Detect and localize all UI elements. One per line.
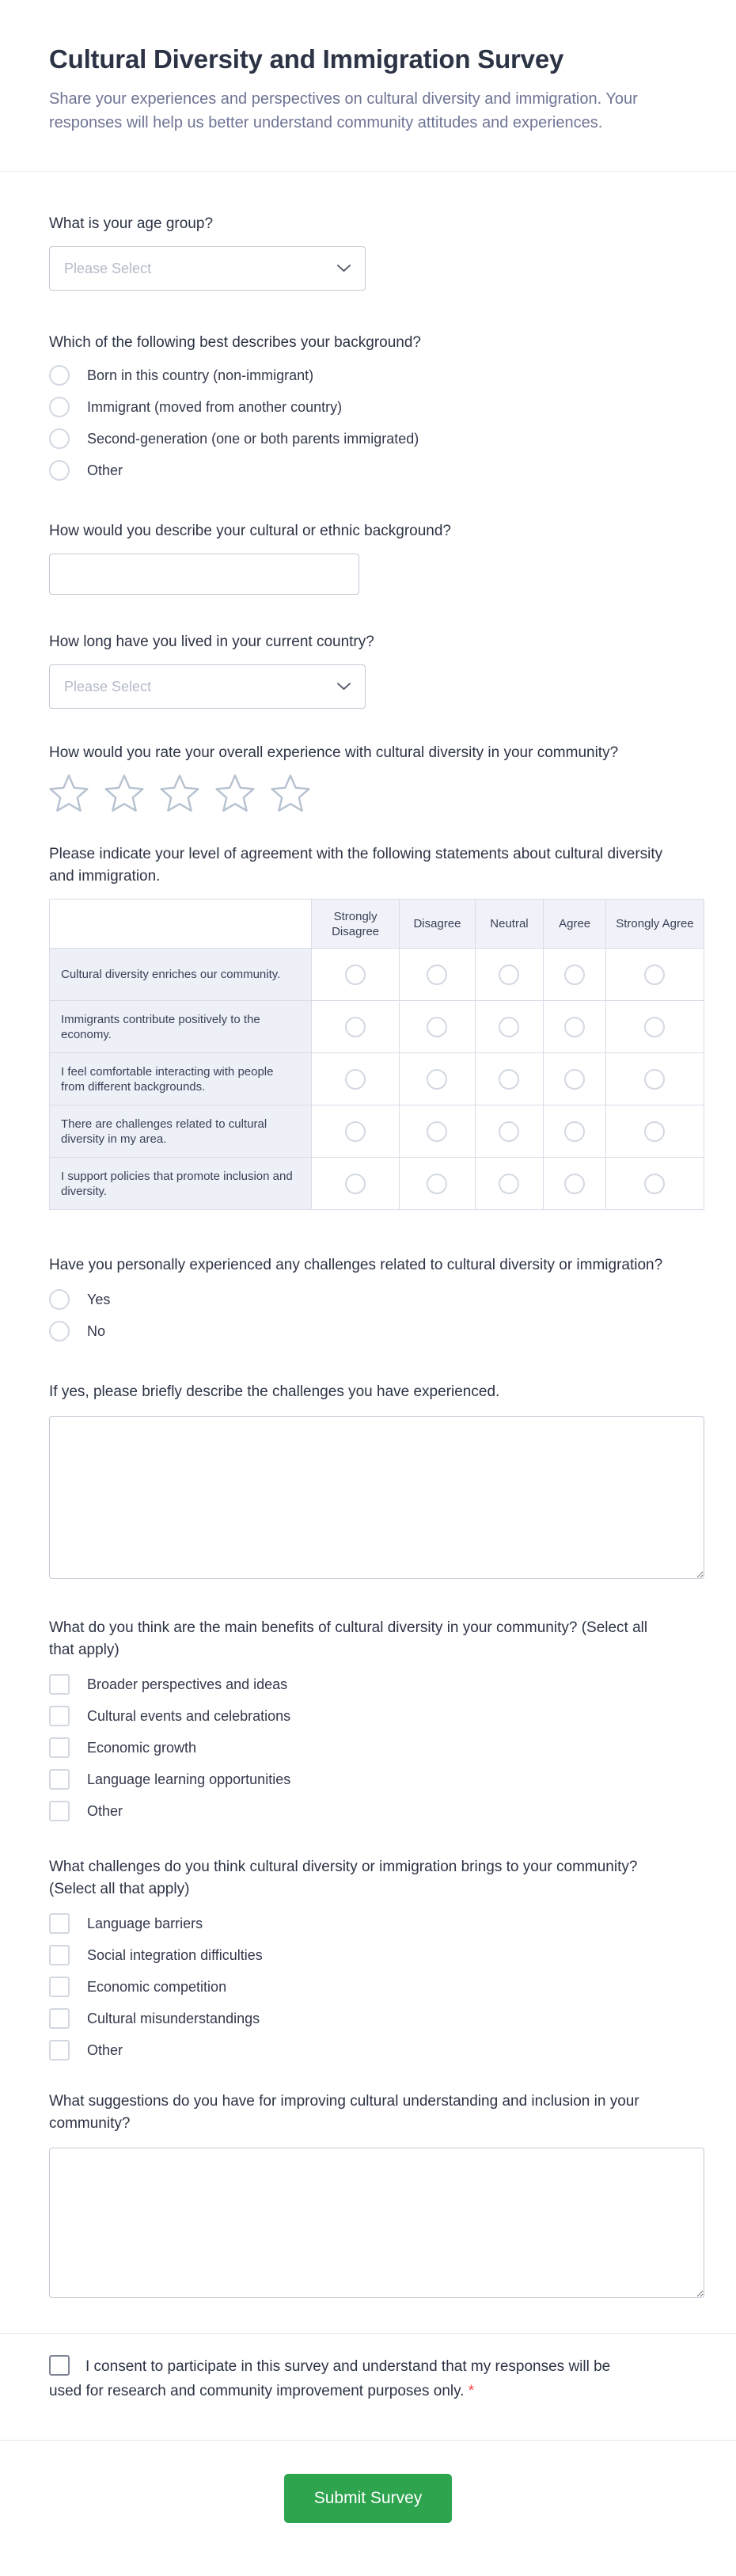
question-suggestions [49,2091,704,2298]
matrix-radio-button[interactable] [499,1017,519,1037]
matrix-radio-button[interactable] [345,1121,366,1142]
checkbox-option[interactable] [49,1801,704,1821]
submit-button[interactable]: Submit Survey [284,2474,453,2523]
matrix-cell[interactable] [544,1158,606,1210]
matrix-radio-button[interactable] [564,1121,585,1142]
radio-option-label[interactable]: Born in this country (non-immigrant) [87,367,314,383]
matrix-row [50,1053,704,1105]
checkbox-option[interactable] [49,1977,704,1997]
checkbox-option-label[interactable]: Economic competition [87,1978,227,1995]
consent-text: I consent to participate in this survey and understand that my responses will be used for research and community improvement purposes only. [49,2358,611,2399]
checkbox-option[interactable] [49,2008,704,2029]
select-placeholder: Please Select [64,260,152,276]
form-subtitle: Share your experiences and perspectives on cultural diversity and immigration. Your responses will help us better understand community attitudes and experiences. [49,90,638,131]
matrix-cell[interactable] [544,1105,606,1158]
question-agreement-matrix [49,843,704,1210]
checkbox[interactable] [49,1706,70,1726]
matrix-radio-button[interactable] [345,1017,366,1037]
question-age-group [49,213,704,291]
matrix-column-header: Neutral [475,900,544,949]
question-label: Which of the following best describes your background? [49,334,421,351]
matrix-cell[interactable] [400,1001,475,1053]
checkbox[interactable] [49,1977,70,1997]
matrix-cell[interactable] [475,1053,544,1105]
matrix-cell[interactable] [311,1001,400,1053]
matrix-radio-button[interactable] [564,1069,585,1090]
matrix-cell[interactable] [311,1158,400,1210]
checkbox-option-label[interactable]: Economic growth [87,1739,197,1756]
checkbox-option-label[interactable]: Language barriers [87,1915,203,1931]
checkbox-option[interactable] [49,1737,704,1758]
checkbox[interactable] [49,2040,70,2060]
radio-option-label[interactable]: No [87,1322,106,1339]
matrix-cell[interactable] [605,1001,704,1053]
matrix-cell[interactable] [544,1053,606,1105]
matrix-column-header: Disagree [400,900,475,949]
checkbox-option-label[interactable]: Social integration difficulties [87,1946,263,1963]
matrix-row-label: I feel comfortable interacting with people from different backgrounds. [50,1053,312,1105]
matrix-row-label: There are challenges related to cultural diversity in my area. [50,1105,312,1158]
checkbox-option-label[interactable]: Other [87,2041,123,2058]
form-title: Cultural Diversity and Immigration Survey [49,44,564,74]
radio-button[interactable] [49,428,70,449]
matrix-cell[interactable] [605,1158,704,1210]
select-placeholder: Please Select [64,678,152,694]
matrix-radio-button[interactable] [427,1174,447,1194]
question-label: What challenges do you think cultural diversity or immigration brings to your community? (Select all that apply) [49,1859,638,1897]
matrix-cell[interactable] [311,949,400,1001]
matrix-radio-button[interactable] [564,1017,585,1037]
checkbox-option[interactable] [49,2040,704,2060]
star-icon[interactable] [104,774,144,812]
question-label: Please indicate your level of agreement with the following statements about cultural diversity and immigration. [49,846,663,885]
matrix-cell[interactable] [475,1158,544,1210]
radio-option[interactable] [49,1321,704,1341]
checkbox[interactable] [49,1945,70,1965]
radio-button[interactable] [49,460,70,481]
chevron-down-icon [337,264,351,272]
question-label: How long have you lived in your current country? [49,634,374,650]
star-icon[interactable] [215,774,255,812]
checkbox[interactable] [49,1913,70,1934]
checkbox[interactable] [49,1737,70,1758]
matrix-radio-button[interactable] [499,1174,519,1194]
matrix-radio-button[interactable] [345,965,366,985]
radio-option[interactable] [49,428,704,449]
chevron-down-icon [337,683,351,691]
star-rating [49,774,704,812]
matrix-radio-button[interactable] [644,1174,665,1194]
matrix-radio-button[interactable] [427,1121,447,1142]
radio-option[interactable] [49,397,704,417]
radio-option[interactable] [49,1289,704,1310]
matrix-row-label: Immigrants contribute positively to the economy. [50,1001,312,1053]
star-icon[interactable] [49,774,89,812]
radio-button[interactable] [49,365,70,386]
question-ethnic-background [49,520,704,595]
question-diversity-rating [49,742,704,812]
matrix-cell[interactable] [400,949,475,1001]
matrix-column-header: Strongly Disagree [311,900,400,949]
checkbox[interactable] [49,1801,70,1821]
matrix-column-header: Strongly Agree [605,900,704,949]
matrix-cell[interactable] [311,1053,400,1105]
challenges-description-textarea[interactable] [49,1416,704,1579]
question-personal-challenges [49,1254,704,1341]
checkbox-option-label[interactable]: Cultural misunderstandings [87,2010,260,2026]
question-label: If yes, please briefly describe the challenges you have experienced. [49,1383,500,1400]
question-community-challenges [49,1856,704,2060]
radio-option-label[interactable]: Yes [87,1291,111,1307]
agreement-matrix-table [49,899,704,1210]
question-benefits [49,1617,704,1821]
radio-button[interactable] [49,397,70,417]
matrix-radio-button[interactable] [564,1174,585,1194]
matrix-cell[interactable] [400,1158,475,1210]
matrix-radio-button[interactable] [427,1017,447,1037]
checkbox-option[interactable] [49,1674,704,1695]
ethnic-background-input[interactable] [49,554,359,595]
checkbox-option[interactable] [49,1913,704,1934]
matrix-row [50,1105,704,1158]
question-challenges-description [49,1381,704,1579]
matrix-cell[interactable] [605,1053,704,1105]
matrix-radio-button[interactable] [644,1069,665,1090]
matrix-row-label: Cultural diversity enriches our community. [50,949,312,1001]
checkbox[interactable] [49,1769,70,1790]
matrix-radio-button[interactable] [345,1069,366,1090]
checkbox-option[interactable] [49,1706,704,1726]
star-icon[interactable] [271,774,310,812]
matrix-radio-button[interactable] [564,965,585,985]
matrix-corner-cell [50,900,312,949]
survey-form [0,213,736,2298]
matrix-radio-button[interactable] [499,1121,519,1142]
question-label: Have you personally experienced any challenges related to cultural diversity or immigration? [49,1257,663,1273]
matrix-radio-button[interactable] [644,1121,665,1142]
matrix-cell[interactable] [544,1001,606,1053]
radio-option-label[interactable]: Other [87,462,123,478]
matrix-cell[interactable] [475,1105,544,1158]
radio-option[interactable] [49,365,704,386]
question-label: What suggestions do you have for improving cultural understanding and inclusion in your community? [49,2093,639,2132]
checkbox-option-label[interactable]: Other [87,1802,123,1819]
matrix-cell[interactable] [605,1105,704,1158]
matrix-cell[interactable] [311,1105,400,1158]
consent-section [0,2334,736,2403]
age-group-select[interactable] [49,246,366,291]
matrix-radio-button[interactable] [499,965,519,985]
question-label: What is your age group? [49,215,214,232]
matrix-cell[interactable] [475,1001,544,1053]
star-icon[interactable] [160,774,199,812]
submit-section [0,2440,736,2523]
matrix-cell[interactable] [475,949,544,1001]
question-background [49,332,704,481]
question-label: How would you rate your overall experience with cultural diversity in your community? [49,744,619,761]
matrix-radio-button[interactable] [644,965,665,985]
radio-option-label[interactable]: Immigrant (moved from another country) [87,398,343,415]
checkbox-option[interactable] [49,1769,704,1790]
matrix-cell[interactable] [400,1053,475,1105]
residence-duration-select[interactable] [49,664,366,709]
matrix-cell[interactable] [605,949,704,1001]
question-label: How would you describe your cultural or ethnic background? [49,523,451,539]
consent-checkbox[interactable] [49,2355,70,2376]
matrix-row [50,1158,704,1210]
radio-option-label[interactable]: Second-generation (one or both parents immigrated) [87,430,419,447]
checkbox-option-label[interactable]: Broader perspectives and ideas [87,1676,288,1692]
matrix-row [50,1001,704,1053]
radio-button[interactable] [49,1289,70,1310]
checkbox-option[interactable] [49,1945,704,1965]
checkbox-option-label[interactable]: Language learning opportunities [87,1771,291,1787]
radio-button[interactable] [49,1321,70,1341]
matrix-row [50,949,704,1001]
matrix-radio-button[interactable] [644,1017,665,1037]
checkbox-option-label[interactable]: Cultural events and celebrations [87,1707,291,1724]
required-asterisk: * [468,2383,475,2399]
matrix-cell[interactable] [400,1105,475,1158]
form-header [0,0,736,172]
checkbox[interactable] [49,1674,70,1695]
matrix-row-label: I support policies that promote inclusion and diversity. [50,1158,312,1210]
matrix-radio-button[interactable] [499,1069,519,1090]
matrix-radio-button[interactable] [427,1069,447,1090]
checkbox[interactable] [49,2008,70,2029]
suggestions-textarea[interactable] [49,2148,704,2298]
radio-option[interactable] [49,460,704,481]
matrix-column-header: Agree [544,900,606,949]
matrix-radio-button[interactable] [345,1174,366,1194]
matrix-cell[interactable] [544,949,606,1001]
question-label: What do you think are the main benefits of cultural diversity in your community? (Select all that apply) [49,1619,648,1658]
question-residence-duration [49,631,704,709]
matrix-radio-button[interactable] [427,965,447,985]
